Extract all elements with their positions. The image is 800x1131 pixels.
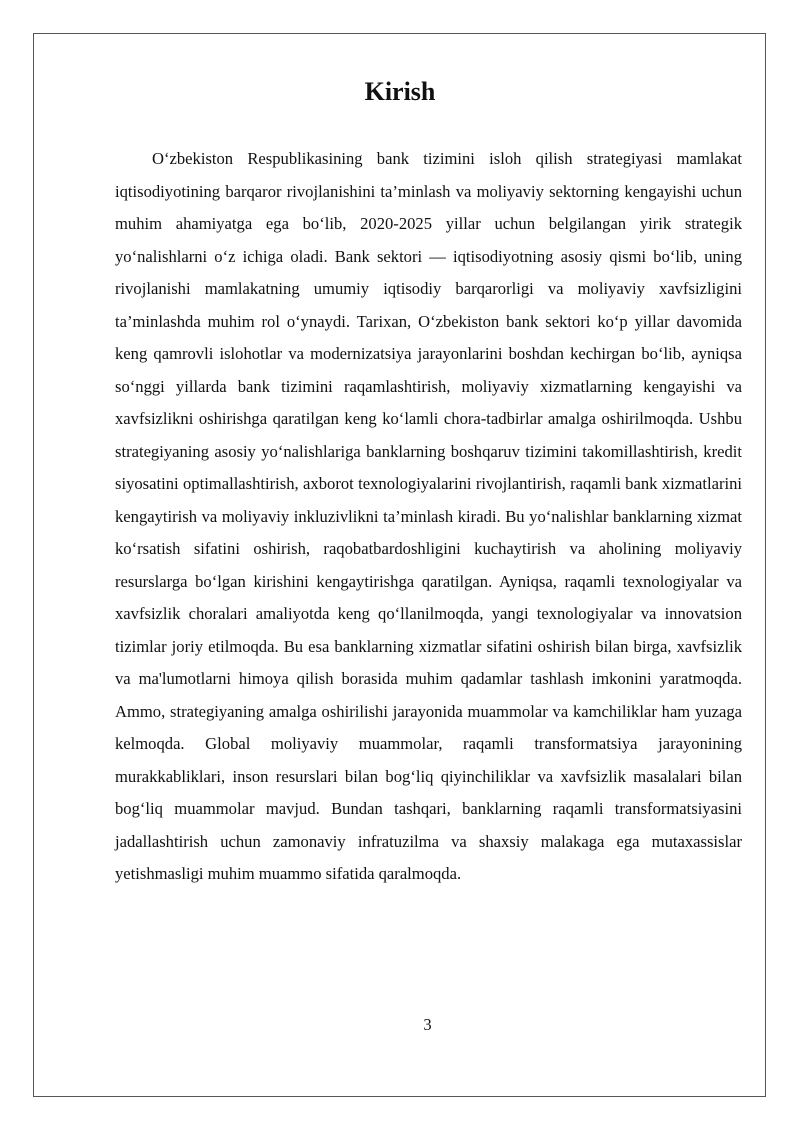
body-paragraph: O‘zbekiston Respublikasining bank tizimini isloh qilish strategiyasi mamlakat iqtisodiyotining barqaror rivojlanishini ta’minlash va moliyaviy sektorning kengayishi uchun muhim ahamiyatga ega bo‘lib, 2020-2025 yillar uchun belgilangan yirik strategik yo‘nalishlarni o‘z ichiga oladi. Bank sektori — iqtisodiyotning asosiy qismi bo‘lib, uning rivojlanishi mamlakatning umumiy iqtisodiy barqarorligi va moliyaviy xavfsizligini ta’minlashda muhim rol o‘ynaydi. Tarixan, O‘zbekiston bank sektori ko‘p yillar davomida keng qamrovli islohotlar va modernizatsiya jarayonlarini boshdan kechirgan bo‘lib, ayniqsa so‘nggi yillarda bank tizimini raqamlashtirish, moliyaviy xizmatlarning kengayishi va xavfsizlikni oshirishga qaratilgan keng ko‘lamli chora-tadbirlar amalga oshirilmoqda. Ushbu strategiyaning asosiy yo‘nalishlariga banklarning boshqaruv tizimini takomillashtirish, kredit siyosatini optimallashtirish, axborot texnologiyalarini rivojlantirish, raqamli bank xizmatlarini kengaytirish va moliyaviy inkluzivlikni ta’minlash kiradi. Bu yo‘nalishlar banklarning xizmat ko‘rsatish sifatini oshirish, raqobatbardoshligini kuchaytirish va aholining moliyaviy resurslarga bo‘lgan kirishini kengaytirishga qaratilgan. Ayniqsa, raqamli texnologiyalar va xavfsizlik choralari amaliyotda keng qo‘llanilmoqda, yangi texnologiyalar va innovatsion tizimlar joriy etilmoqda. Bu esa banklarning xizmatlar sifatini oshirish bilan birga, xavfsizlik va ma'lumotlarni himoya qilish borasida muhim qadamlar tashlash imkonini yaratmoqda. Ammo, strategiyaning amalga oshirilishi jarayonida muammolar va kamchiliklar ham yuzaga kelmoqda. Global moliyaviy muammolar, raqamli transformatsiya jarayonining murakkabliklari, inson resurslari bilan bog‘liq qiyinchiliklar va xavfsizlik masalalari bilan bog‘liq muammolar mavjud. Bundan tashqari, banklarning raqamli transformatsiyasini jadallashtirish uchun zamonaviy infratuzilma va shaxsiy malakaga ega mutaxassislar yetishmasligi muhim muammo sifatida qaralmoqda. (115, 149, 742, 883)
page-number: 3 (423, 1015, 432, 1034)
page-title: Kirish (364, 77, 436, 106)
